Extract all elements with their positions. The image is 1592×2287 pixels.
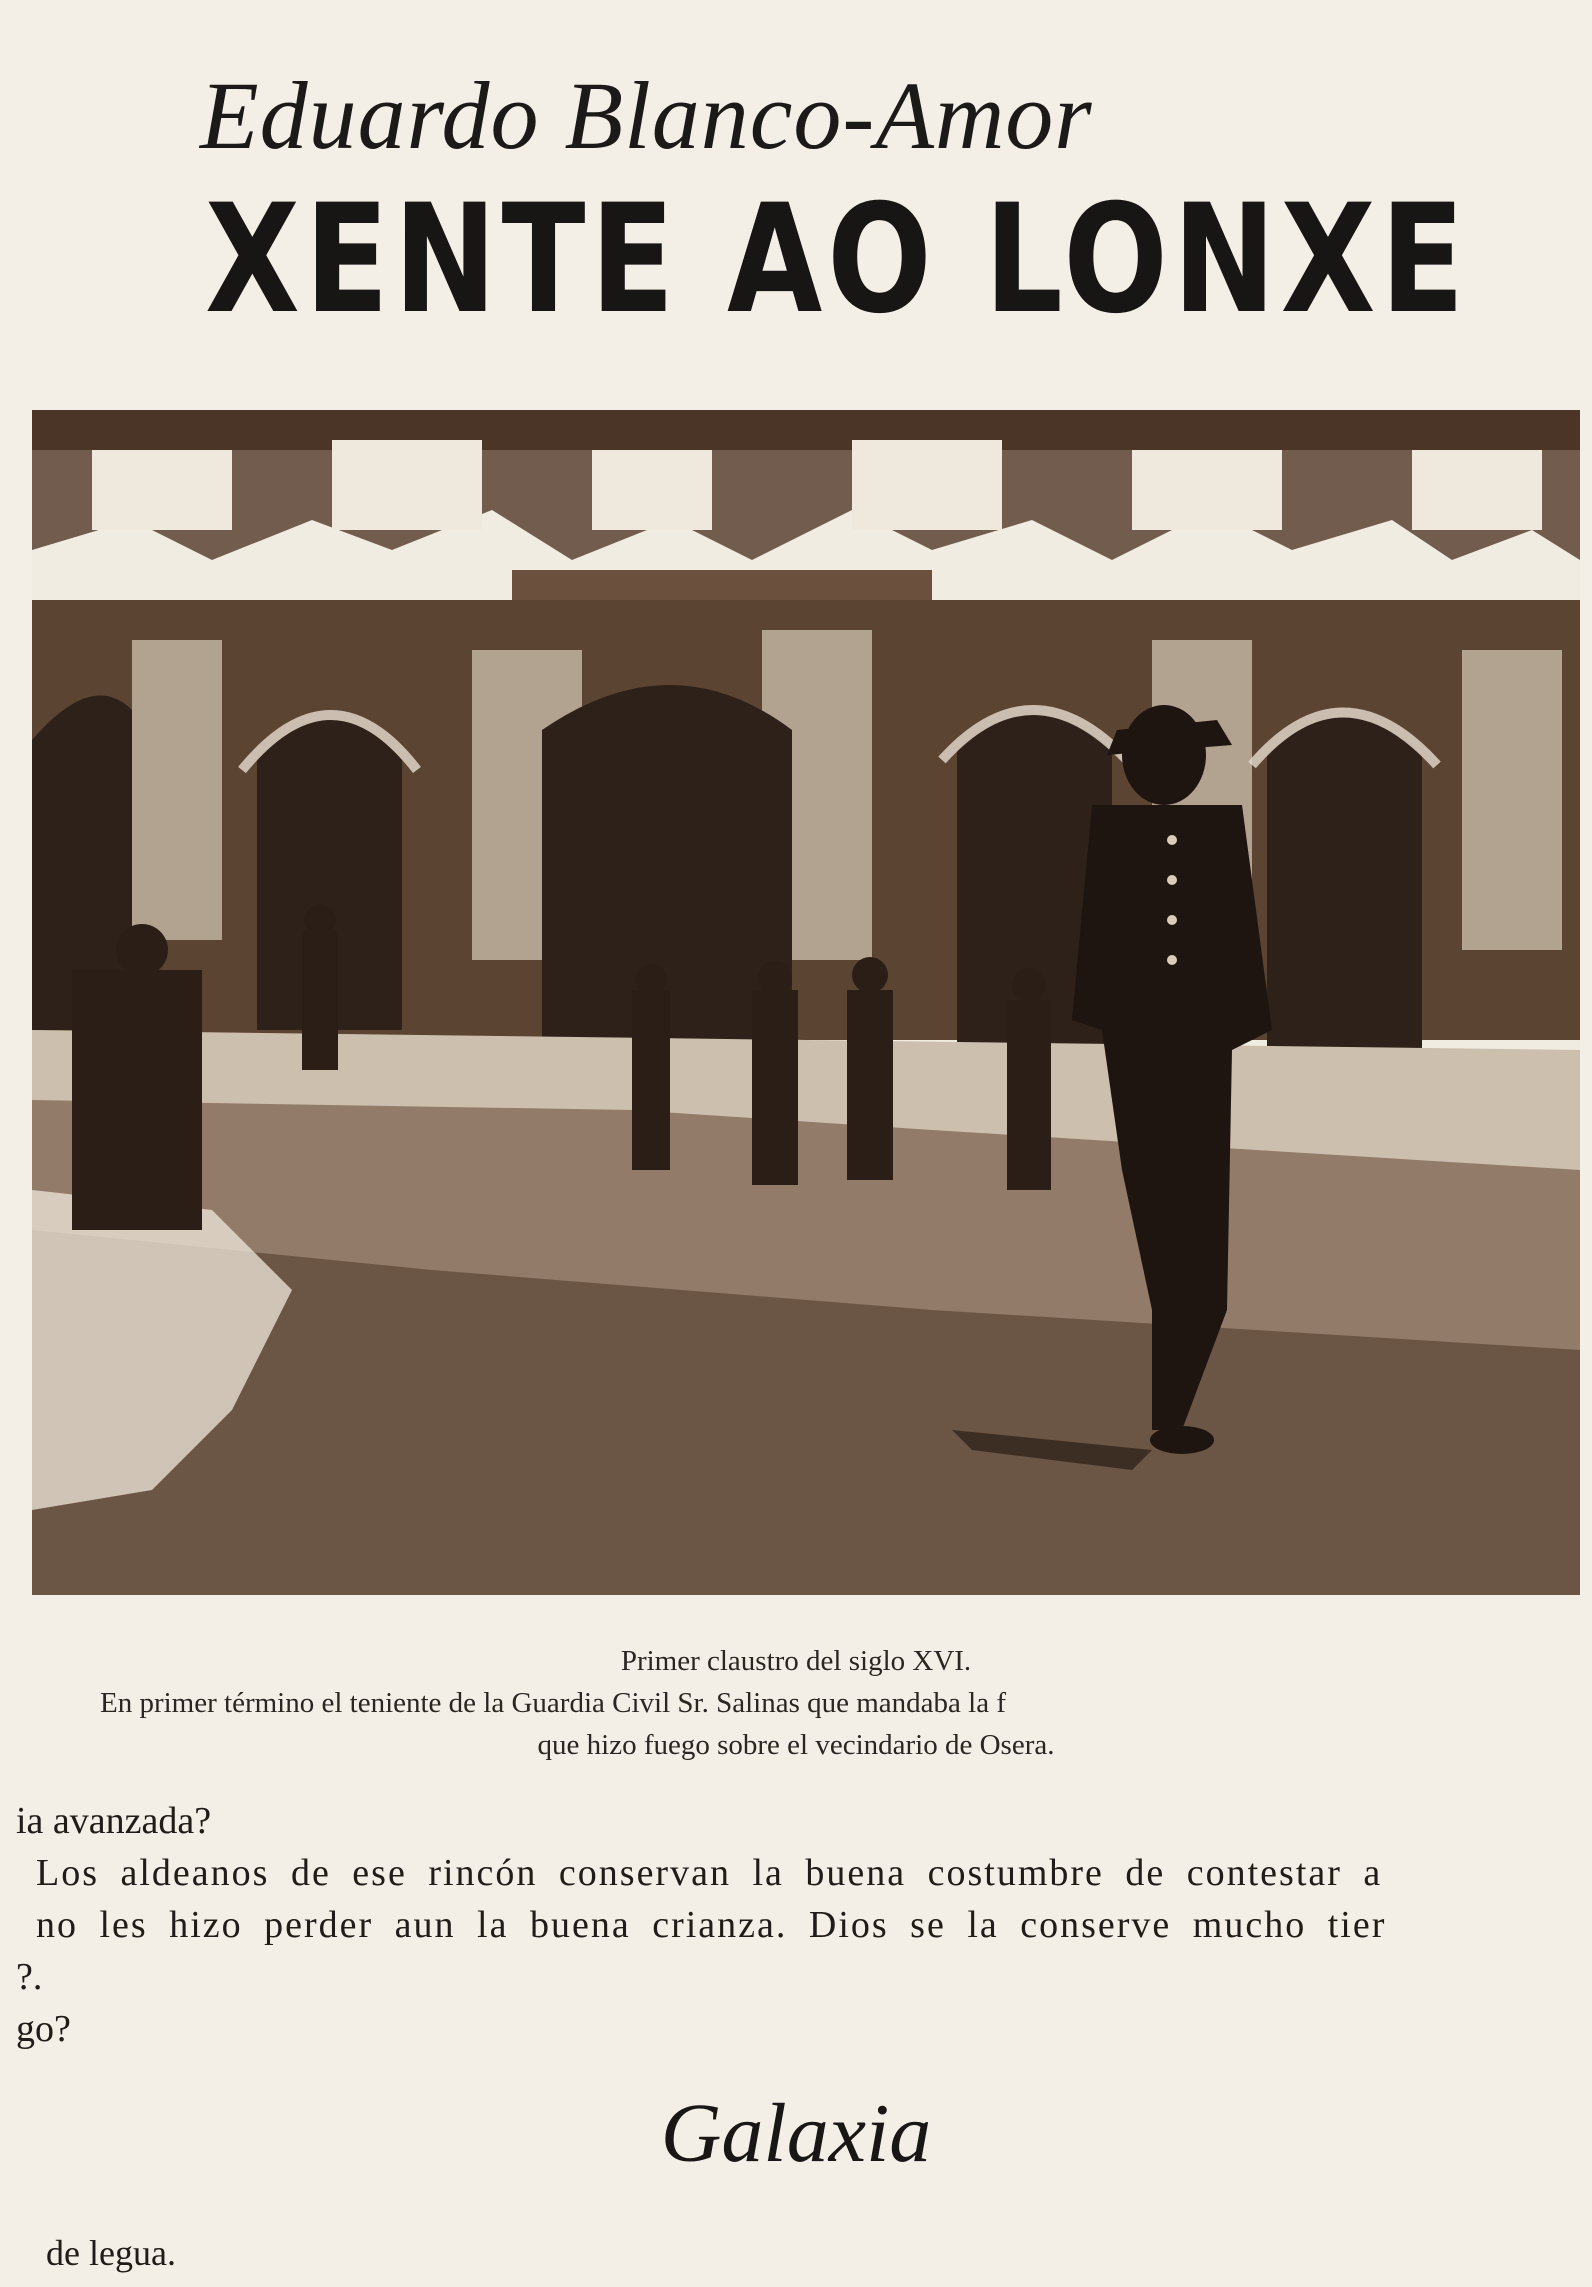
excerpt-bottom-line: de legua. xyxy=(46,2233,176,2273)
cloister-photo-illustration xyxy=(32,410,1580,1595)
publisher-name: Galaxia xyxy=(660,2087,932,2180)
excerpt-line: go? xyxy=(16,2008,71,2050)
excerpt-line: ?. xyxy=(16,1956,43,1998)
excerpt-line: Los aldeanos de ese rincón conservan la buena costumbre de contestar a xyxy=(36,1852,1383,1894)
book-title: XENTE AO LONXE xyxy=(205,173,1470,347)
caption-line: que hizo fuego sobre el vecindario de Osera. xyxy=(537,1729,1055,1761)
excerpt-line: ia avanzada? xyxy=(16,1800,212,1842)
excerpt-line: no les hizo perder aun la buena crianza. Dios se la conserve mucho tier xyxy=(36,1904,1387,1946)
photo-caption xyxy=(0,1640,1592,1766)
caption-line: En primer término el teniente de la Guardia Civil Sr. Salinas que mandaba la f xyxy=(100,1687,1006,1719)
cover-photo xyxy=(32,410,1580,1595)
caption-line: Primer claustro del siglo XVI. xyxy=(620,1645,972,1677)
text-excerpt xyxy=(0,1795,1592,2055)
author-name: Eduardo Blanco-Amor xyxy=(200,62,1093,169)
